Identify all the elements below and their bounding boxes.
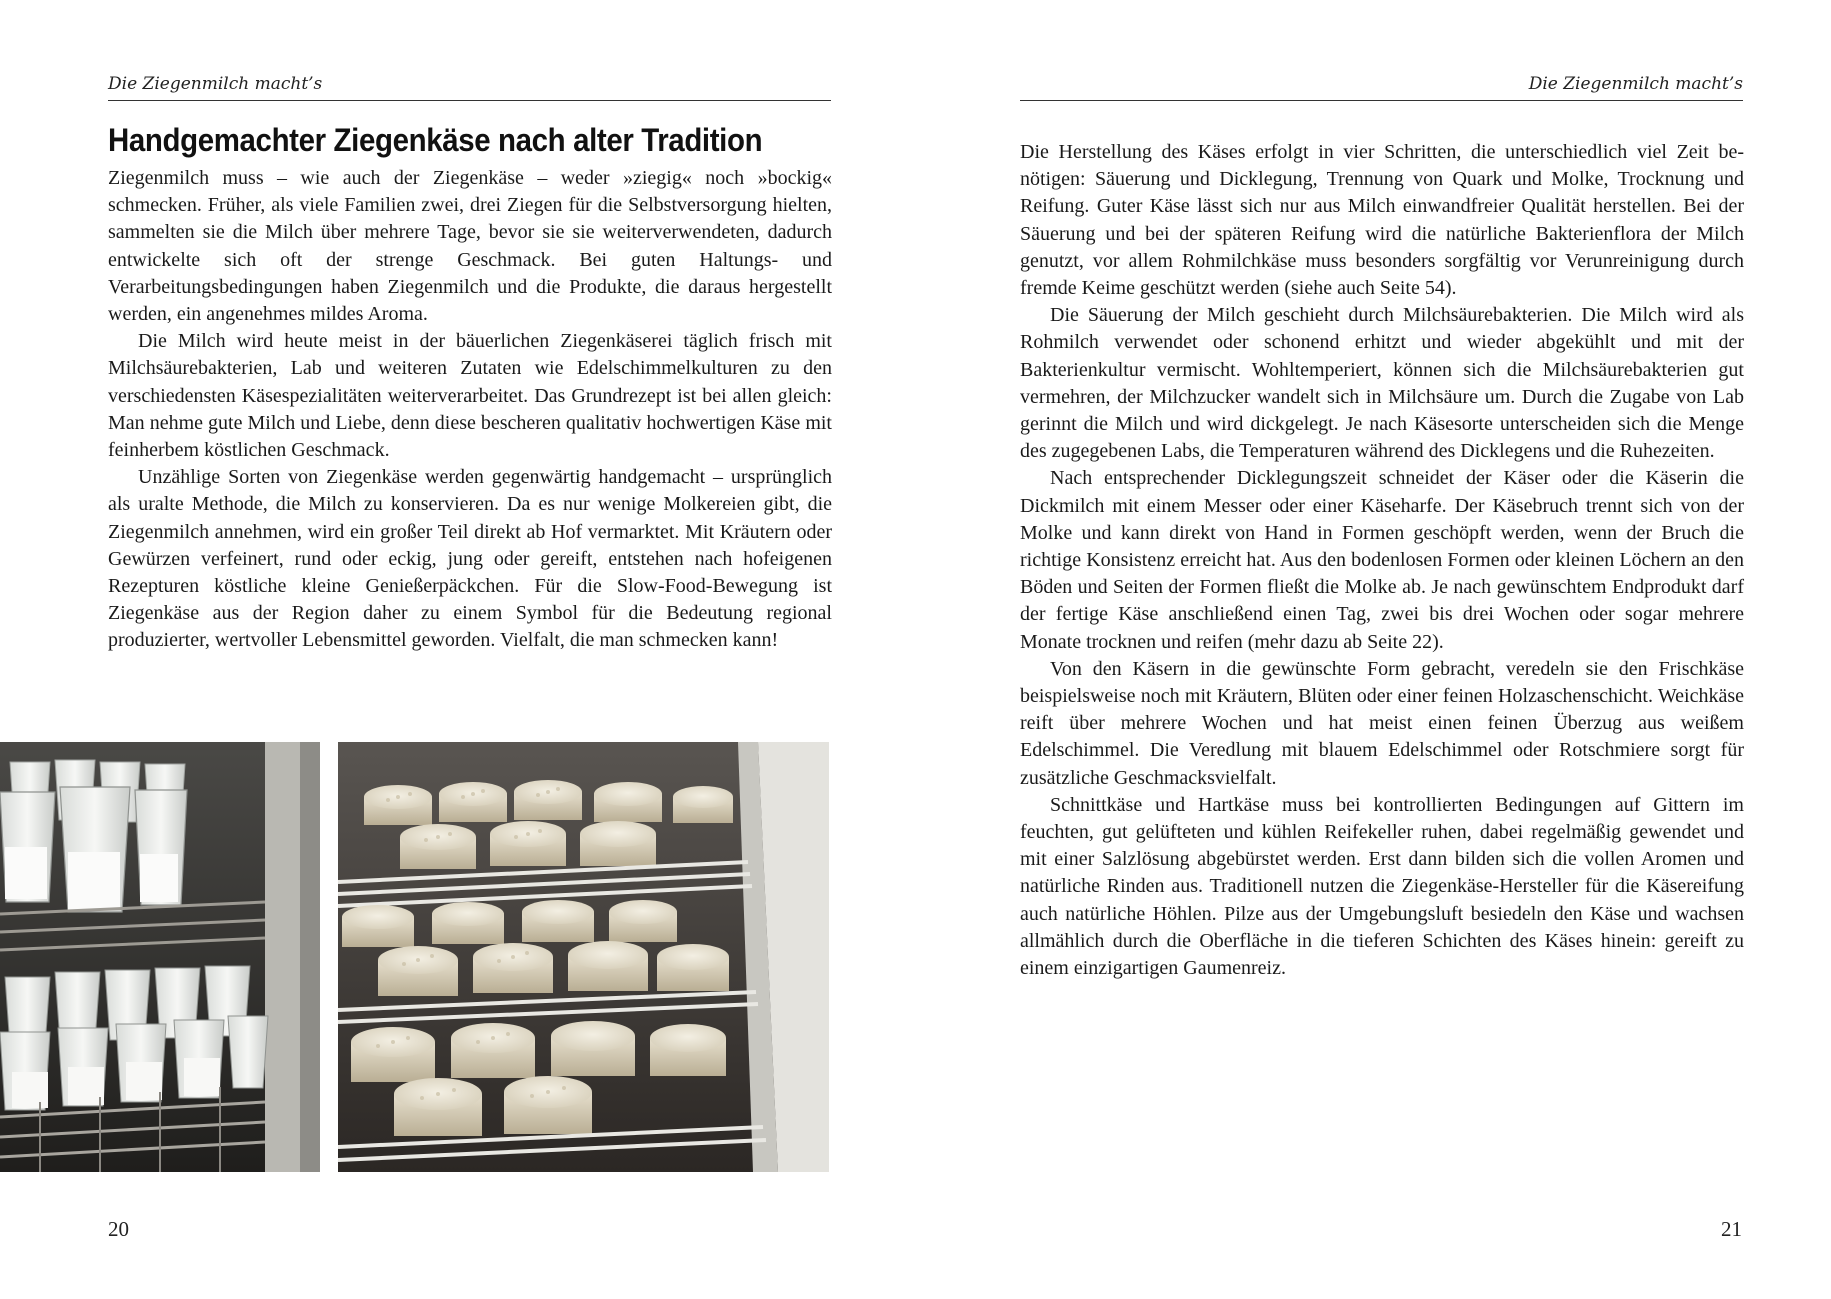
left-body-text xyxy=(108,165,832,655)
page-number-right: 21 xyxy=(1721,1217,1742,1241)
page-number-left: 20 xyxy=(108,1217,129,1241)
paragraph: Ziegenmilch muss – wie auch der Ziegenkäse – weder »ziegig« noch »bockig« schmecken. Früher, als viele Familien zwei, drei Ziegen für die Selbstversorgung hielten, sammelten sie die Milch über mehrere Tage, bevor sie sie weiterverwendeten, dadurch entwickelte sich oft der strenge Geschmack. Bei guten Haltungs- und Verarbeitungsbedingungen haben Ziegenmilch und die Produkte, die daraus hergestellt werden, ein angenehmes mildes Aroma. xyxy=(108,167,832,326)
running-head-right: Die Ziegenmilch macht’s xyxy=(1020,74,1743,101)
paragraph: Nach entsprechender Dicklegungszeit schneidet der Käser oder die Käserin die Dickmilch mit einem Messer oder einer Käseharfe. Der Käsebruch trennt sich von der Molke und kann direkt von Hand in Formen geschöpft werden, wenn der Bruch die richtige Konsistenz erreicht hat. Aus den bodenlosen Formen oder kleinen Löchern an den Böden und Seiten der Formen fließt die Molke ab. Je nach gewünschtem Endprodukt darf der fertige Käse anschließend einen Tag, zwei bis drei Wochen oder sogar mehrere Monate trocknen und reifen (mehr dazu ab Seite 22). xyxy=(1020,467,1744,653)
paragraph: Die Säuerung der Milch geschieht durch Milchsäurebakterien. Die Milch wird als Rohmilch verwendet oder schonend erhitzt und wieder abgekühlt und mit der Bakterienkultur vermischt. Wohltemperiert, können sich die Milchsäurebakterien gut vermehren, der Milchzucker wandelt sich in Milchsäure um. Durch die Zugabe von Lab gerinnt die Milch und wird dickgelegt. Je nach Käsesorte unterscheiden sich die Menge des zugegebenen Labs, die Temperaturen während des Dicklegens und die Ruhezeiten. xyxy=(1020,304,1744,463)
page-title: Handgemachter Ziegenkäse nach alter Tradition xyxy=(108,122,763,158)
paragraph: Von den Käsern in die gewünschte Form gebracht, veredeln sie den Frischkäse beispielsweise noch mit Kräutern, Blüten oder einer feinen Holzaschenschicht. Weichkäse reift über mehrere Wochen und hat meist einen feinen Überzug aus weißem Edelschimmel. Die Veredlung mit blauem Edelschimmel oder Rotschmiere sorgt für zusätzliche Geschmacksvielfalt. xyxy=(1020,657,1744,789)
paragraph: Unzählige Sorten von Ziegenkäse werden gegenwärtig handgemacht – ursprünglich als uralte Methode, die Milch zu konservieren. Da es nur wenige Molkereien gibt, die Ziegenmilch annehmen, wird ein großer Teil direkt ab Hof vermarktet. Mit Kräutern oder Gewürzen verfeinert, rund oder eckig, jung oder gereift, entstehen nach hofeigenen Rezepturen köstliche kleine Genießerpäckchen. Für die Slow-Food-Bewegung ist Ziegenkäse aus der Region daher zu einem Symbol für die Bedeutung regional produzierter, wertvoller Lebensmittel geworden. Vielfalt, die man schmecken kann! xyxy=(108,466,832,652)
cheese-wheels-shelves-photo xyxy=(338,742,829,1172)
right-page xyxy=(915,0,1831,1299)
paragraph: Die Milch wird heute meist in der bäuerlichen Ziegenkäserei täglich frisch mit Milchsäurebakterien, Lab und weiteren Zutaten wie Edelschimmelkulturen zu den verschiedensten Käsespezialitäten weiterverarbeitet. Das Grundrezept ist bei allen gleich: Man nehme gute Milch und Liebe, denn diese bescheren qualitativ hochwertigen Käse mit feinherbem köstlichen Geschmack. xyxy=(108,330,832,462)
paragraph: Schnittkäse und Hartkäse muss bei kontrollierten Bedingungen auf Gittern im feuchten, gut gelüfteten und kühlen Reifekeller ruhen, dabei regelmäßig gewendet und mit einer Salzlösung abgebürstet werden. Erst dann bilden sich die vollen Aromen und natürliche Rinden aus. Traditionell nutzen die Ziegenkäse-Hersteller für die Käsereifung auch natürliche Höhlen. Pilze aus der Umgebungsluft besiedeln den Käse und wachsen allmählich durch die Oberfläche in die tieferen Schichten des Käses hinein: gereift zu einem einzigartigen Gaumenreiz. xyxy=(1020,793,1744,980)
left-page xyxy=(0,0,915,1299)
running-head-left: Die Ziegenmilch macht’s xyxy=(108,74,831,101)
paragraph: Die Herstellung des Käses erfolgt in vier Schritten, die unterschiedlich viel Zeit benötigen: Säuerung und Dicklegung, Trennung von Quark und Molke, Trocknung und Reifung. Guter Käse lässt sich nur aus Milch einwandfreier Qualität herstellen. Bei der Säuerung und bei der späteren Reifung wird die natürliche Bakterienflora der Milch genutzt, vor allem Rohmilchkäse muss besonders sorgfältig vor Verunreinigung durch fremde Keime geschützt werden (siehe auch Seite 54). xyxy=(1020,141,1744,300)
right-body-text xyxy=(1020,139,1744,982)
cheese-molds-photo xyxy=(0,742,320,1172)
